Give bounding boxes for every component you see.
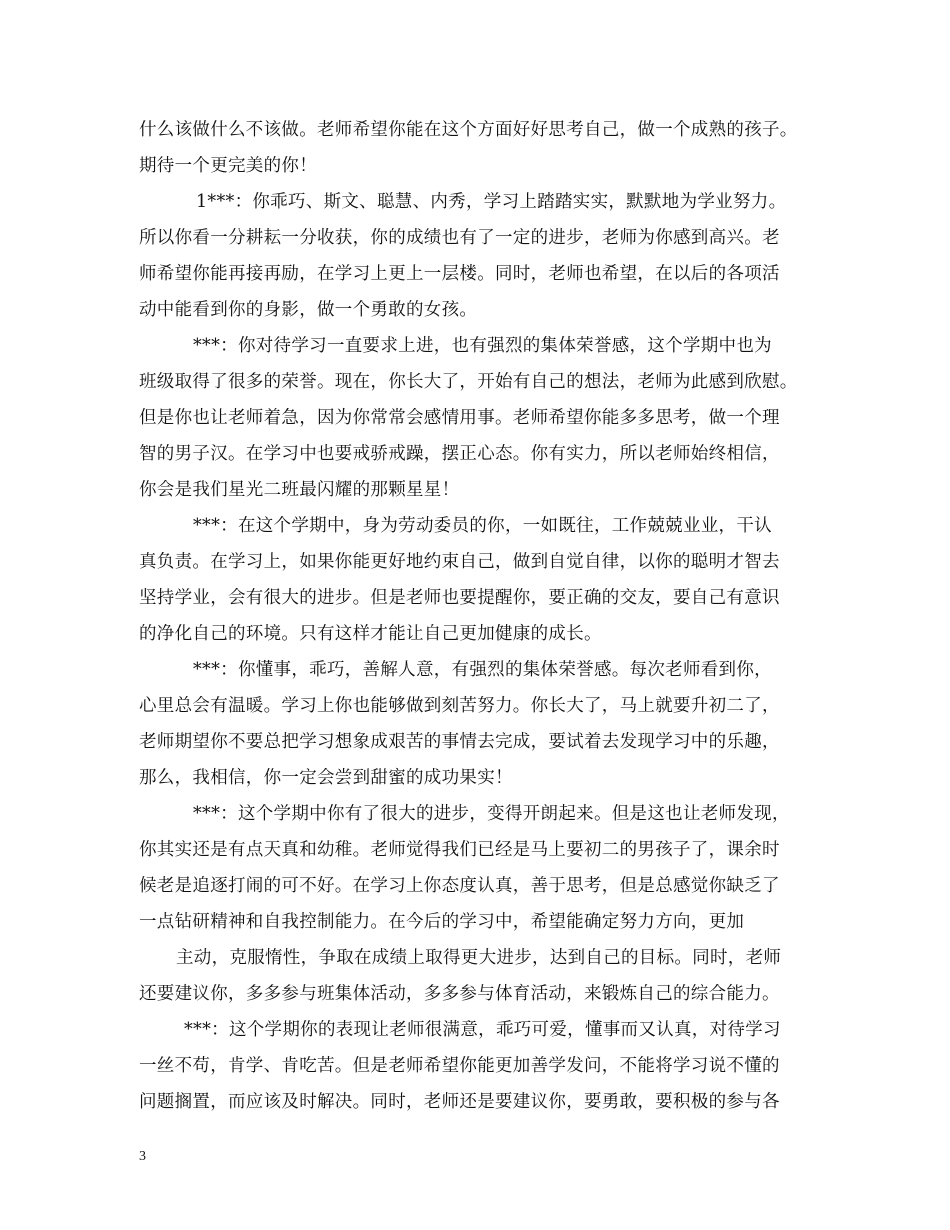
text-line: 所以你看一分耕耘一分收获，你的成绩也有了一定的进步，老师为你感到高兴。老 (139, 228, 780, 248)
text-line: 心里总会有温暖。学习上你也能够做到刻苦努力。你长大了，马上就要升初二了， (139, 696, 780, 716)
text-line: 真负责。在学习上，如果你能更好地约束自己，做到自觉自律，以你的聪明才智去 (139, 552, 780, 572)
text-line: 动中能看到你的身影，做一个勇敢的女孩。 (139, 300, 478, 320)
text-line: 坚持学业，会有很大的进步。但是老师也要提醒你，要正确的交友，要自己有意识 (139, 588, 780, 608)
text-line: 但是你也让老师着急，因为你常常会感情用事。老师希望你能多多思考，做一个理 (139, 408, 780, 428)
page-number: 3 (139, 1149, 146, 1164)
text-line: 老师期望你不要总把学习想象成艰苦的事情去完成，要试着去发现学习中的乐趣， (139, 732, 780, 752)
text-line: 一丝不苟，肯学、肯吃苦。但是老师希望你能更加善学发问，不能将学习说不懂的 (139, 1056, 780, 1076)
text-line: 候老是追逐打闹的可不好。在学习上你态度认真，善于思考，但是总感觉你缺乏了 (139, 876, 780, 896)
text-line: 主动，克服惰性，争取在成绩上取得更大进步，达到自己的目标。同时，老师 (176, 948, 782, 968)
text-line: ***：这个学期中你有了很大的进步，变得开朗起来。但是这也让老师发现， (193, 804, 790, 824)
text-line: 期待一个更完美的你！ (139, 156, 317, 176)
text-line: ***：你对待学习一直要求上进，也有强烈的集体荣誉感，这个学期中也为 (193, 336, 772, 356)
text-line: 那么，我相信，你一定会尝到甜蜜的成功果实！ (139, 768, 513, 788)
text-line: 你会是我们星光二班最闪耀的那颗星星！ (139, 480, 460, 500)
text-line: 什么该做什么不该做。老师希望你能在这个方面好好思考自己，做一个成熟的孩子。 (139, 120, 798, 140)
text-line: ***：这个学期你的表现让老师很满意，乖巧可爱，懂事而又认真，对待学习 (184, 1020, 781, 1040)
text-line: 智的男子汉。在学习中也要戒骄戒躁，摆正心态。你有实力，所以老师始终相信， (139, 444, 780, 464)
text-line: 问题搁置，而应该及时解决。同时，老师还是要建议你，要勇敢，要积极的参与各 (139, 1092, 780, 1112)
text-line: 1***：你乖巧、斯文、聪慧、内秀，学习上踏踏实实，默默地为学业努力。 (196, 192, 787, 212)
text-line: 班级取得了很多的荣誉。现在，你长大了，开始有自己的想法，老师为此感到欣慰。 (139, 372, 798, 392)
text-line: 师希望你能再接再励，在学习上更上一层楼。同时，老师也希望，在以后的各项活 (139, 264, 780, 284)
text-line: 还要建议你，多多参与班集体活动，多多参与体育活动，来锻炼自己的综合能力。 (139, 984, 780, 1004)
text-line: 一点钻研精神和自我控制能力。在今后的学习中，希望能确定努力方向，更加 (139, 912, 745, 932)
text-line: ***：你懂事，乖巧，善解人意，有强烈的集体荣誉感。每次老师看到你， (193, 660, 772, 680)
text-line: 你其实还是有点天真和幼稚。老师觉得我们已经是马上要初二的男孩子了，课余时 (139, 840, 780, 860)
text-line: ***：在这个学期中，身为劳动委员的你，一如既往，工作兢兢业业，干认 (193, 516, 772, 536)
text-line: 的净化自己的环境。只有这样才能让自己更加健康的成长。 (139, 624, 602, 644)
